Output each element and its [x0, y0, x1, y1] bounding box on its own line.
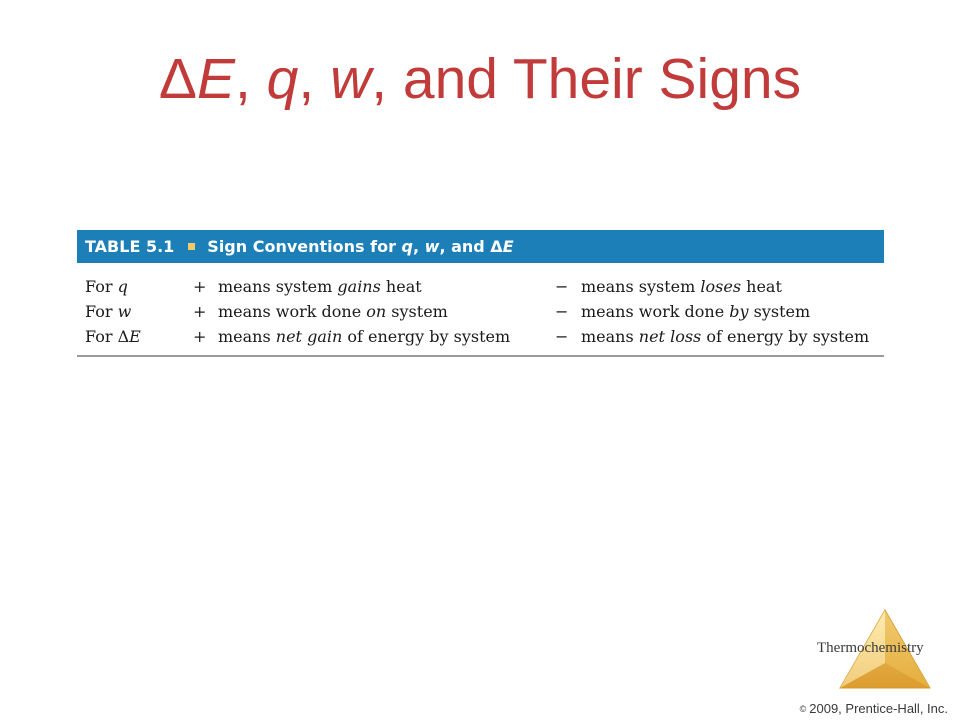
subject-label: Thermochemistry: [817, 640, 924, 656]
table-caption: [207, 237, 513, 256]
sign-conventions-table: [77, 230, 884, 357]
title-e: E: [196, 47, 235, 111]
negative-meaning: [581, 302, 884, 321]
pos-text-end: heat: [380, 277, 422, 296]
table-body: [77, 263, 884, 357]
caption-e: E: [502, 237, 514, 256]
negative-meaning: [581, 277, 884, 296]
copyright-symbol: ©: [799, 704, 807, 714]
row-label: [77, 277, 193, 296]
caption-and: , and: [439, 237, 491, 256]
pos-emphasis: gains: [337, 277, 381, 296]
neg-emphasis: by: [729, 302, 749, 321]
pos-emphasis: on: [366, 302, 387, 321]
neg-text-end: system: [748, 302, 811, 321]
copyright-notice: [800, 701, 948, 716]
minus-sign: −: [555, 302, 569, 321]
neg-emphasis: net loss: [638, 327, 702, 346]
plus-sign: +: [193, 277, 207, 296]
plus-sign: +: [193, 327, 207, 346]
row-label: [77, 302, 193, 321]
neg-text: means: [581, 327, 639, 346]
title-sep-1: ,: [234, 47, 267, 111]
bullet-square-icon: [188, 243, 195, 250]
positive-meaning: [218, 302, 555, 321]
caption-delta: Δ: [490, 237, 503, 256]
title-delta: Δ: [158, 47, 197, 111]
row-label-var: q: [117, 277, 128, 296]
minus-sign: −: [555, 327, 569, 346]
row-label-text: For: [85, 277, 118, 296]
positive-meaning: [218, 327, 555, 346]
caption-q: q: [401, 237, 413, 256]
title-q: q: [266, 47, 299, 111]
positive-meaning: [218, 277, 555, 296]
row-label-var: E: [129, 327, 141, 346]
negative-meaning: [581, 327, 884, 346]
row-label-text: For Δ: [85, 327, 130, 346]
neg-text: means system: [581, 277, 701, 296]
neg-text-end: heat: [741, 277, 782, 296]
neg-text: means work done: [581, 302, 730, 321]
pos-text-end: of energy by system: [342, 327, 511, 346]
copyright-text: 2009, Prentice-Hall, Inc.: [809, 701, 948, 716]
pos-emphasis: net gain: [275, 327, 343, 346]
table-row: [77, 324, 884, 349]
title-sep-2: ,: [298, 47, 331, 111]
pos-text: means system: [218, 277, 338, 296]
caption-w: w: [424, 237, 440, 256]
pos-text-end: system: [386, 302, 448, 321]
pos-text: means work done: [218, 302, 367, 321]
neg-text-end: of energy by system: [701, 327, 870, 346]
title-rest: , and Their Signs: [371, 47, 802, 111]
caption-text: Sign Conventions for: [207, 237, 402, 256]
table-header: [77, 230, 884, 263]
title-w: w: [330, 47, 372, 111]
table-row: [77, 274, 884, 299]
row-label-var: w: [117, 302, 132, 321]
pos-text: means: [218, 327, 276, 346]
table-row: [77, 299, 884, 324]
caption-sep: ,: [413, 237, 425, 256]
slide-title: [0, 45, 960, 113]
neg-emphasis: loses: [700, 277, 742, 296]
row-label: [77, 327, 193, 346]
row-label-text: For: [85, 302, 118, 321]
plus-sign: +: [193, 302, 207, 321]
minus-sign: −: [555, 277, 569, 296]
table-label: TABLE 5.1: [85, 237, 175, 256]
